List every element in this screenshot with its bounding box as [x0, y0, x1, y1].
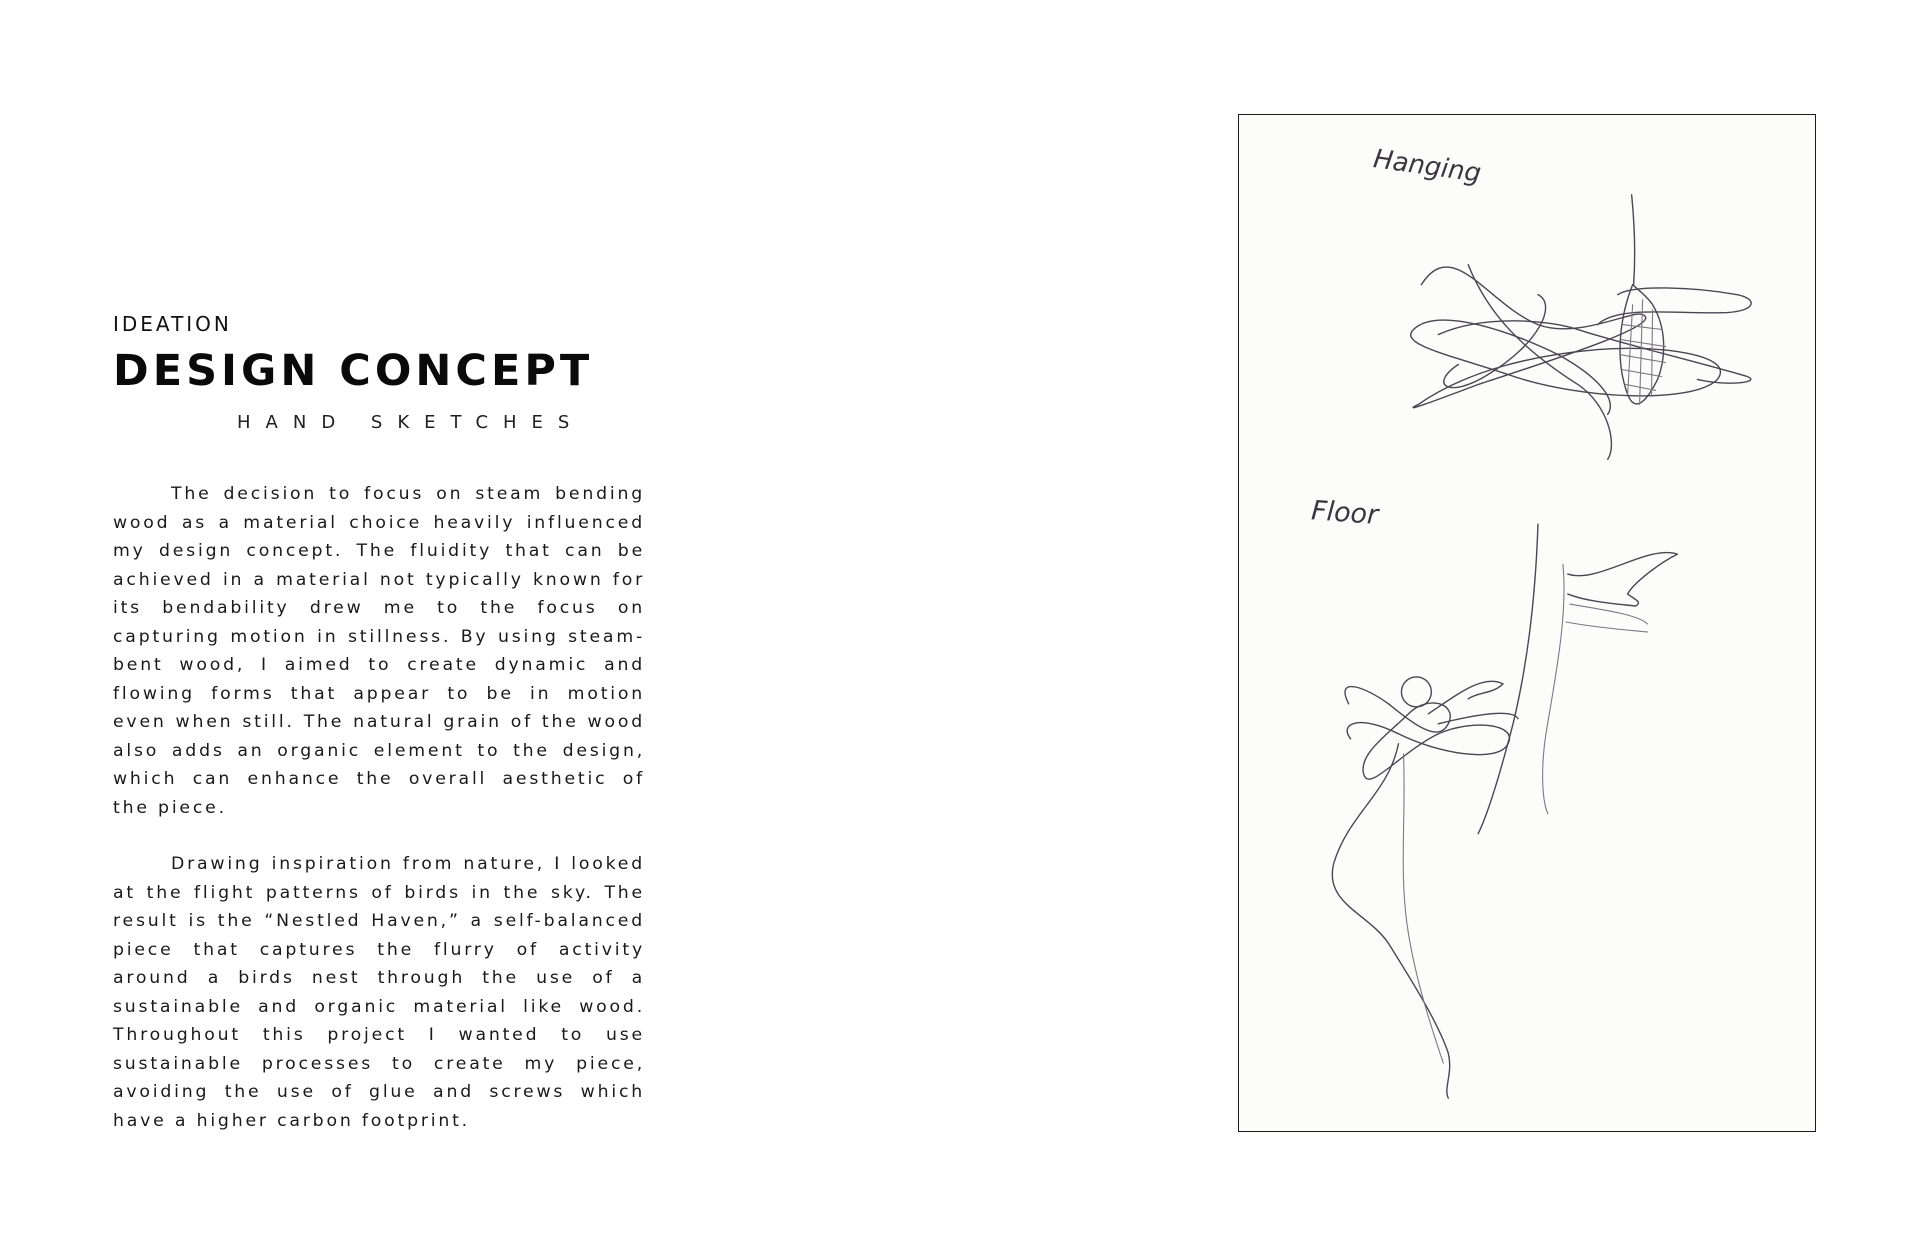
floor-stem-right — [1478, 524, 1538, 833]
body-paragraph-2: Drawing inspiration from nature, I looked at the flight patterns of birds in the sky. The result is the “Nestled Haven,” a self-balanced piece that captures the flurry of activity around a birds nest through the use of a sustainable and organic material like wood. Throughout this project I wanted to use sustainable processes to create my piece, avoiding the use of glue and screws which have a higher carbon footprint. — [113, 854, 645, 1131]
suspension-line — [1632, 195, 1635, 285]
floor-stem-right-2 — [1543, 564, 1564, 814]
hanging-swirl-4 — [1438, 321, 1751, 383]
floor-wing-lines — [1566, 604, 1648, 632]
section-kicker: IDEATION — [113, 312, 232, 336]
floor-main-stem — [1332, 744, 1449, 1098]
sketch-drawing — [1239, 115, 1815, 1131]
floor-nest-head — [1401, 677, 1431, 707]
body-paragraph-1: The decision to focus on steam bending wood as a material choice heavily influenced my design concept. The fluidity that can be achieved in a material not typically known for its bendability drew me to the focus on capturing motion in stillness. By using steam-bent wood, I aimed to create dynamic and flowing forms that appear to be in motion even when still. The natural grain of the wood also adds an organic element to the design, which can enhance the overall aesthetic of the piece. — [113, 484, 645, 818]
text-column — [113, 312, 645, 1163]
sketch-label-floor: Floor — [1310, 495, 1380, 531]
hand-sketch-image — [1238, 114, 1816, 1132]
body-text — [113, 480, 645, 1135]
page-subtitle: HAND SKETCHES — [237, 412, 585, 433]
floor-nest-scribble-1 — [1345, 687, 1509, 780]
floor-wing-top — [1568, 553, 1678, 607]
hanging-swirl-3 — [1598, 288, 1751, 325]
floor-main-stem-2 — [1403, 754, 1443, 1063]
sketch-label-hanging: Hanging — [1371, 144, 1483, 189]
floor-nest-scribble-2 — [1428, 681, 1518, 724]
page-title: DESIGN CONCEPT — [113, 346, 594, 396]
hanging-swirl-1 — [1411, 267, 1721, 414]
